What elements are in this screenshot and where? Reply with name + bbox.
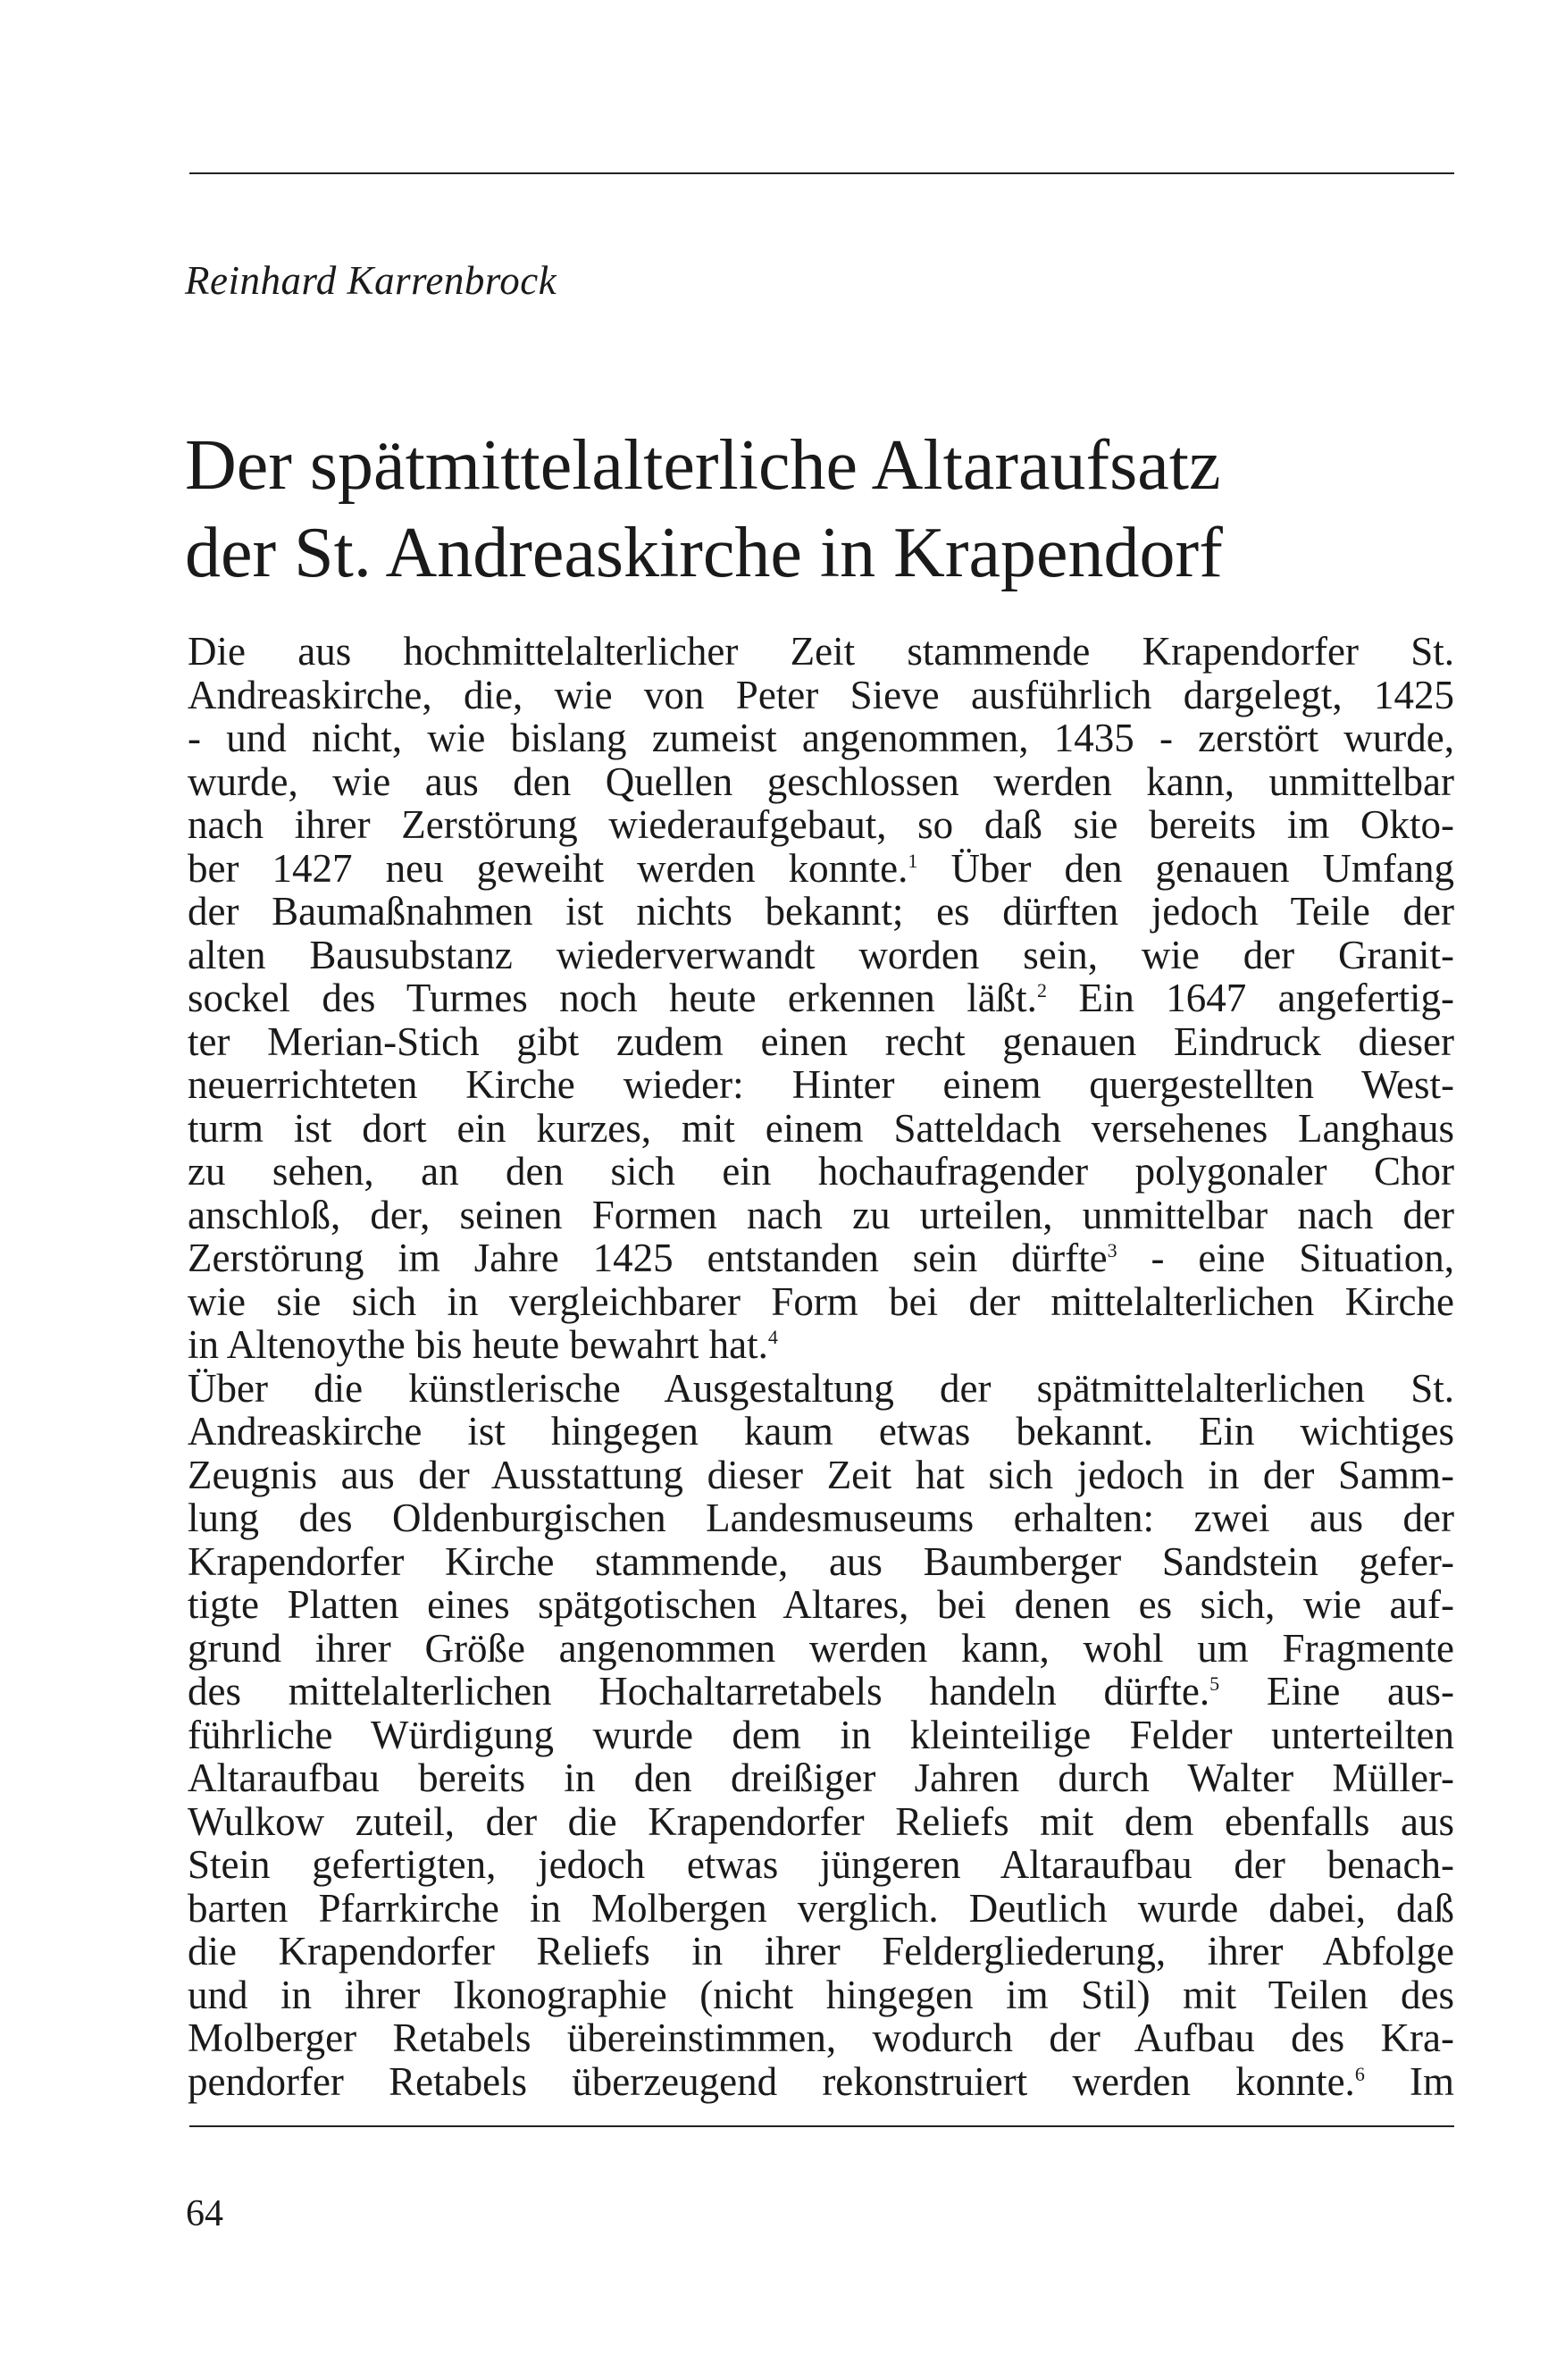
line-text: wie sie sich in vergleichbarer Form bei der mittelalterlichen Kirche xyxy=(188,1278,1454,1324)
text-line xyxy=(188,1194,1454,1237)
line-text: lung des Oldenburgischen Landesmuseums erhalten: zwei aus der xyxy=(188,1496,1454,1540)
text-line xyxy=(188,847,1454,891)
line-text: Andreaskirche, die, wie von Peter Sieve ausführlich dargelegt, 1425 xyxy=(188,672,1454,717)
line-text: zu sehen, an den sich ein hochaufragender polygonaler Chor xyxy=(188,1149,1454,1194)
text-line xyxy=(188,1756,1454,1800)
text-line xyxy=(188,1454,1454,1497)
line-text: führliche Würdigung wurde dem in kleinteilige Felder unterteilten xyxy=(188,1712,1454,1757)
text-line xyxy=(188,1236,1454,1280)
text-line xyxy=(188,976,1454,1020)
line-text: turm ist dort ein kurzes, mit einem Satteldach versehenes Langhaus xyxy=(188,1105,1454,1151)
text-line xyxy=(188,1714,1454,1757)
footnote-ref: 6 xyxy=(1354,2062,1365,2085)
footnote-ref: 3 xyxy=(1107,1239,1117,1261)
footnote-ref: 2 xyxy=(1036,979,1047,1001)
text-line xyxy=(188,1150,1454,1194)
title-line: der St. Andreaskirche in Krapendorf xyxy=(185,514,1223,592)
footnote-ref: 1 xyxy=(908,849,918,872)
line-text: Wulkow zuteil, der die Krapendorfer Reliefs mit dem ebenfalls aus xyxy=(188,1798,1454,1844)
line-text: Über die künstlerische Ausgestaltung der spätmittelalterlichen St. xyxy=(188,1365,1454,1411)
line-text: grund ihrer Größe angenommen werden kann, wohl um Fragmente xyxy=(188,1625,1454,1671)
text-line xyxy=(188,1627,1454,1671)
line-text: ber 1427 neu geweiht werden konnte. xyxy=(188,845,908,891)
text-line xyxy=(188,1583,1454,1627)
text-line xyxy=(188,1323,1454,1367)
text-line xyxy=(188,1843,1454,1887)
text-line xyxy=(188,1410,1454,1454)
line-text: der Baumaßnahmen ist nichts bekannt; es dürften jedoch Teile der xyxy=(188,889,1454,934)
line-text: in Altenoythe bis heute bewahrt hat. xyxy=(188,1322,768,1367)
text-line xyxy=(188,1367,1454,1411)
line-text: - und nicht, wie bislang zumeist angenommen, 1435 - zerstört wurde, xyxy=(188,716,1454,760)
line-text: nach ihrer Zerstörung wiederaufgebaut, so daß sie bereits im Okto- xyxy=(188,802,1454,847)
line-text: Stein gefertigten, jedoch etwas jüngeren Altaraufbau der benach- xyxy=(188,1842,1454,1887)
text-line xyxy=(188,803,1454,847)
line-text: Zeugnis aus der Ausstattung dieser Zeit hat sich jedoch in der Samm- xyxy=(188,1452,1454,1497)
line-text: alten Bausubstanz wiederverwandt worden sein, wie der Granit- xyxy=(188,932,1454,977)
line-text: Andreaskirche ist hingegen kaum etwas bekannt. Ein wichtiges xyxy=(188,1409,1454,1454)
footnote-ref: 4 xyxy=(767,1326,778,1348)
text-line xyxy=(188,890,1454,934)
line-text: Molberger Retabels übereinstimmen, wodurch der Aufbau des Kra- xyxy=(188,2015,1454,2060)
article-title xyxy=(185,422,1223,597)
text-line xyxy=(188,2060,1454,2104)
top-rule xyxy=(189,172,1454,174)
line-text: anschloß, der, seinen Formen nach zu urteilen, unmittelbar nach der xyxy=(188,1192,1454,1237)
line-text: und in ihrer Ikonographie (nicht hingegen im Stil) mit Teilen des xyxy=(188,1972,1454,2017)
text-line xyxy=(188,1063,1454,1107)
line-text: barten Pfarrkirche in Molbergen verglich. Deutlich wurde dabei, daß xyxy=(188,1885,1454,1931)
text-line xyxy=(188,1107,1454,1151)
line-text-continued: - eine Situation, xyxy=(1117,1236,1454,1280)
text-line xyxy=(188,1020,1454,1064)
text-line xyxy=(188,717,1454,760)
title-line: Der spätmittelalterliche Altaraufsatz xyxy=(185,426,1221,505)
bottom-rule xyxy=(189,2125,1454,2127)
text-line xyxy=(188,1800,1454,1844)
line-text: ter Merian-Stich gibt zudem einen recht genauen Eindruck dieser xyxy=(188,1018,1454,1064)
footnote-ref: 5 xyxy=(1209,1672,1220,1695)
text-line xyxy=(188,674,1454,717)
text-line xyxy=(188,2016,1454,2060)
line-text: Zerstörung im Jahre 1425 entstanden sein dürfte xyxy=(188,1236,1108,1280)
line-text: neuerrichteten Kirche wieder: Hinter einem quergestellten West- xyxy=(188,1062,1454,1107)
body-text xyxy=(188,630,1454,2103)
line-text: des mittelalterlichen Hochaltarretabels handeln dürfte. xyxy=(188,1669,1210,1714)
line-text: pendorfer Retabels überzeugend rekonstruiert werden konnte. xyxy=(188,2058,1355,2104)
text-line xyxy=(188,630,1454,674)
line-text: wurde, wie aus den Quellen geschlossen werden kann, unmittelbar xyxy=(188,758,1454,804)
page-number: 64 xyxy=(186,2193,223,2234)
line-text-continued: Ein 1647 angefertig- xyxy=(1046,976,1454,1020)
line-text-continued: Im xyxy=(1364,2058,1454,2104)
text-line xyxy=(188,760,1454,804)
line-text: die Krapendorfer Reliefs in ihrer Feldergliederung, ihrer Abfolge xyxy=(188,1929,1454,1974)
line-text: Krapendorfer Kirche stammende, aus Baumberger Sandstein gefer- xyxy=(188,1538,1454,1584)
line-text-continued: Eine aus- xyxy=(1219,1669,1454,1714)
text-line xyxy=(188,1496,1454,1540)
text-line xyxy=(188,1974,1454,2017)
line-text: tigte Platten eines spätgotischen Altares, bei denen es sich, wie auf- xyxy=(188,1582,1454,1627)
author-name: Reinhard Karrenbrock xyxy=(185,258,557,303)
text-line xyxy=(188,1670,1454,1714)
text-line xyxy=(188,1930,1454,1974)
line-text: Altaraufbau bereits in den dreißiger Jahren durch Walter Müller- xyxy=(188,1756,1454,1800)
line-text: sockel des Turmes noch heute erkennen läßt. xyxy=(188,976,1037,1020)
text-line xyxy=(188,1540,1454,1584)
text-line xyxy=(188,1887,1454,1931)
line-text-continued: Über den genauen Umfang xyxy=(917,845,1454,891)
line-text: Die aus hochmittelalterlicher Zeit stammende Krapendorfer St. xyxy=(188,629,1454,674)
text-line xyxy=(188,1280,1454,1324)
text-line xyxy=(188,934,1454,977)
